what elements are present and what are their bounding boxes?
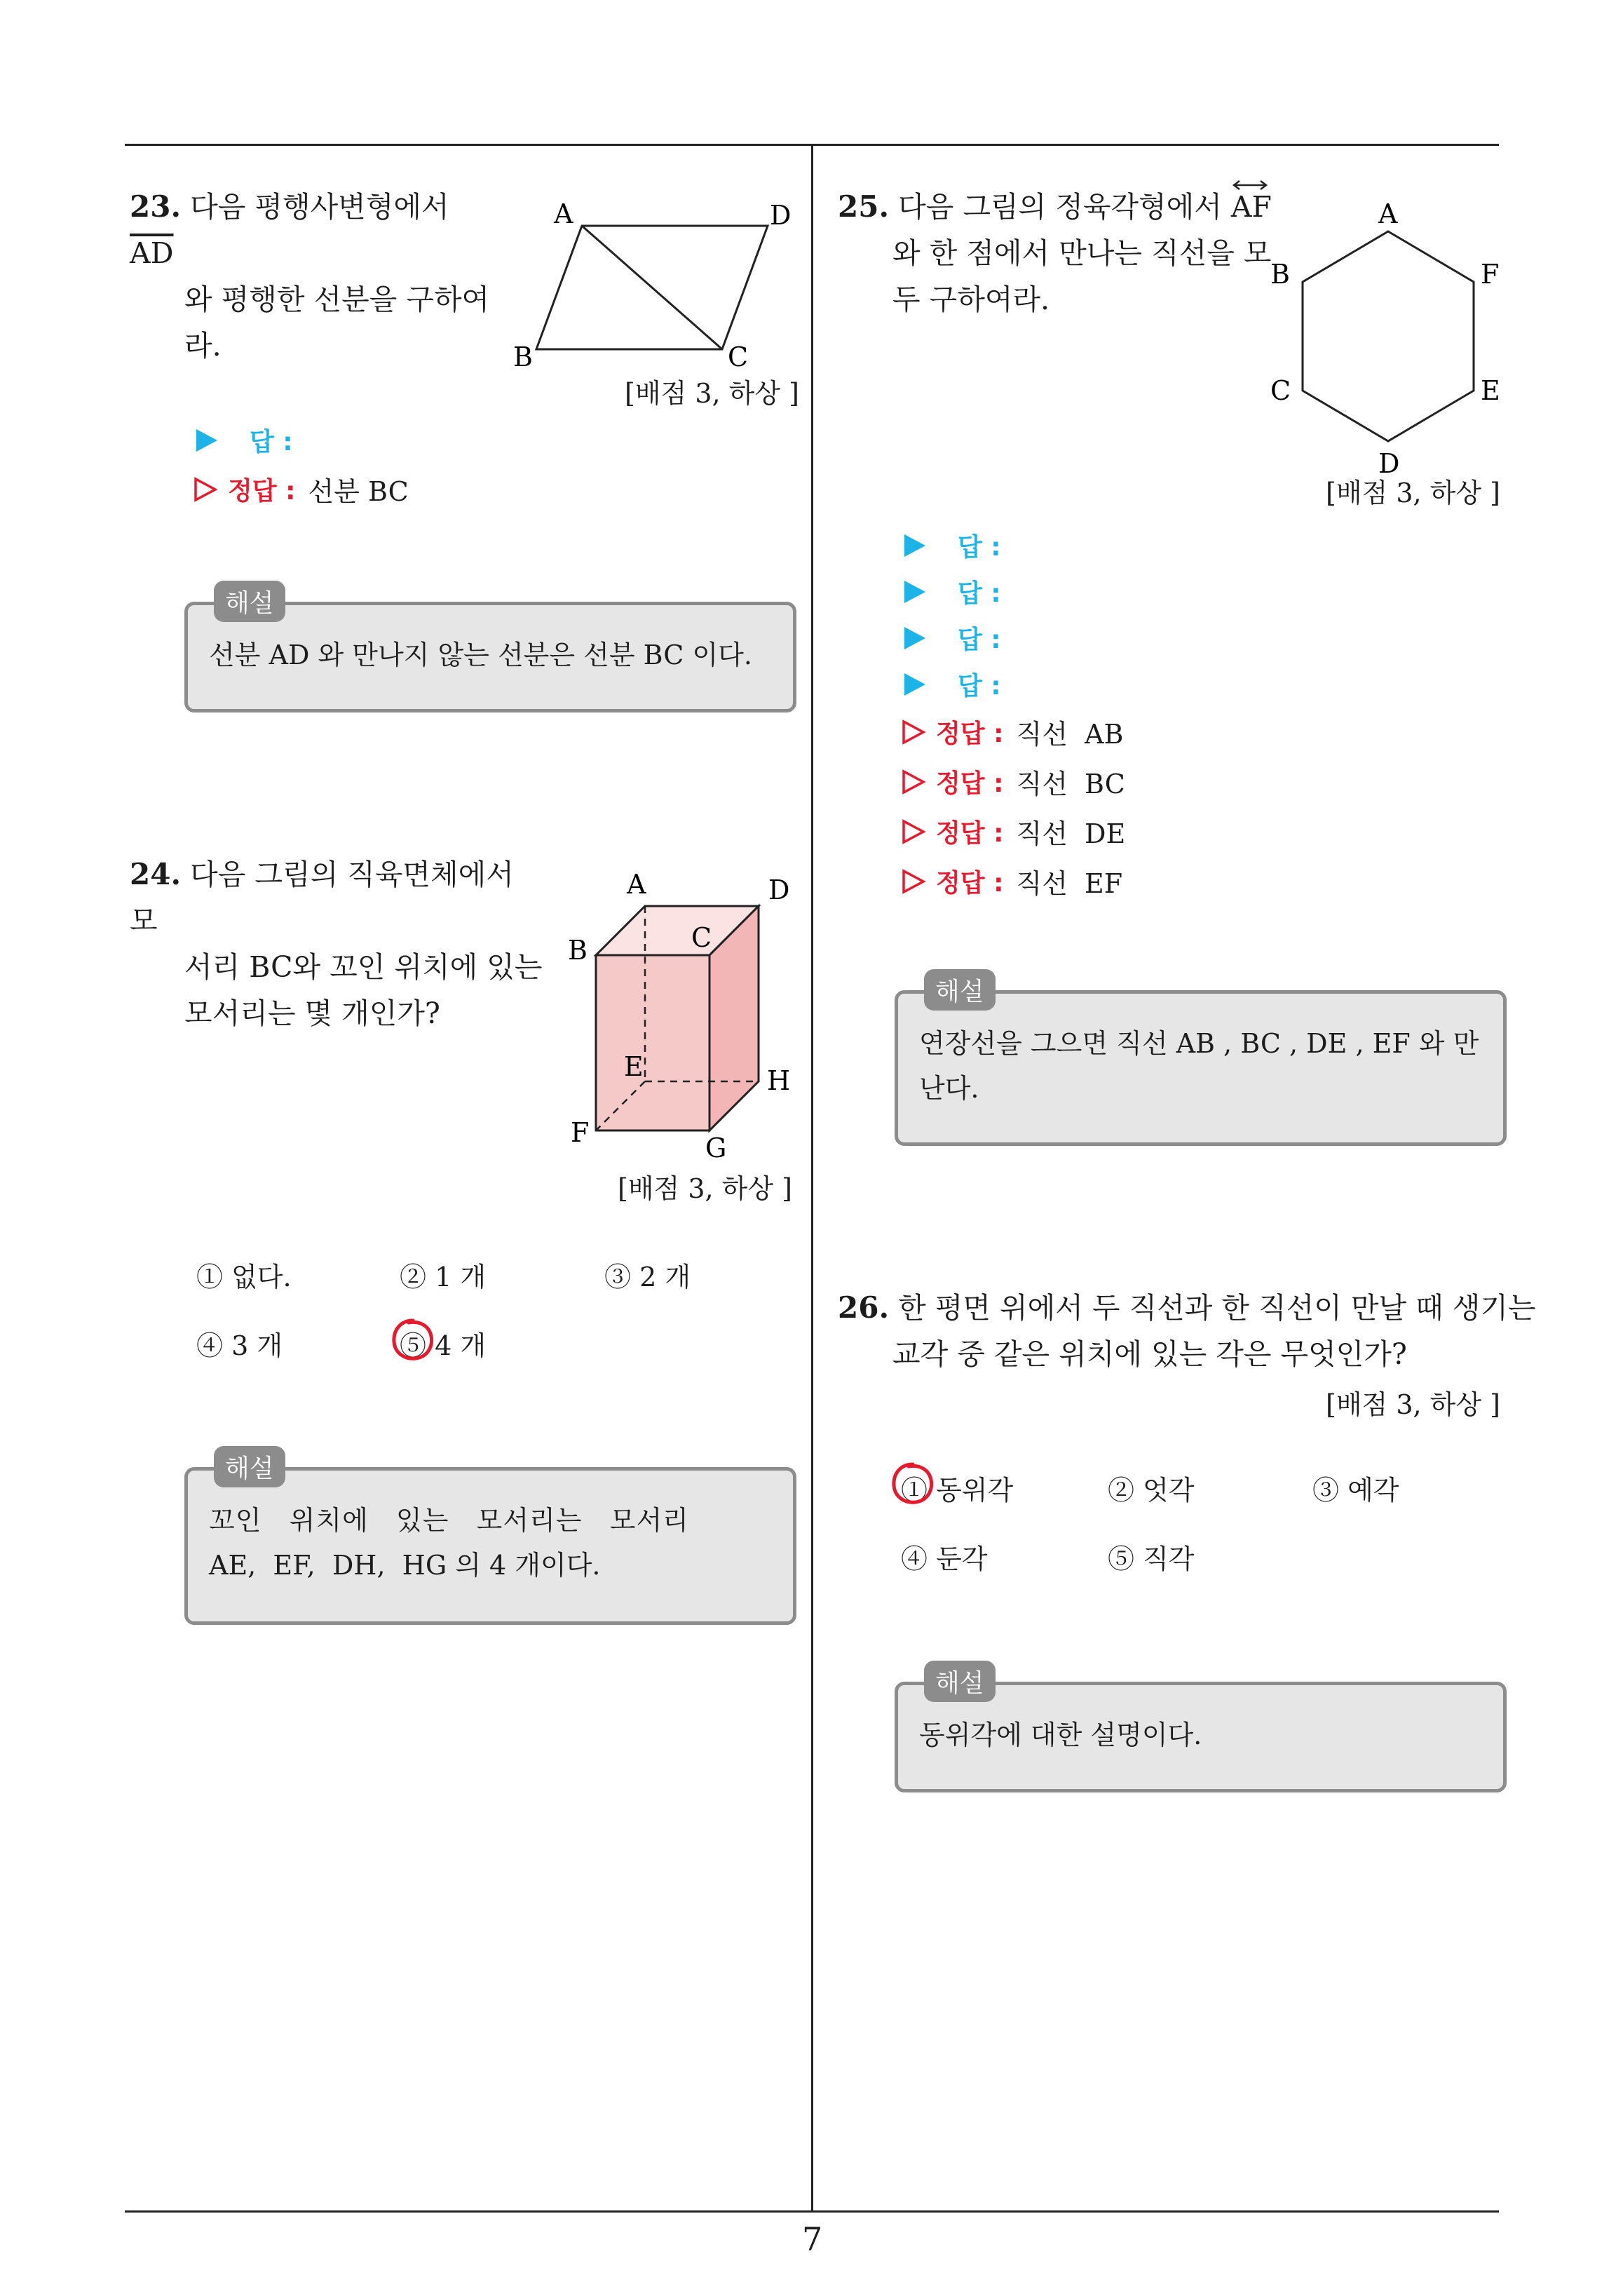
- q25-label-C: C: [1270, 375, 1291, 406]
- q25-answer-label-1: 답 :: [958, 533, 1001, 562]
- q25-answer-row-2: [904, 574, 1001, 609]
- outline-triangle-icon: [901, 869, 926, 894]
- q25-explanation-box: [895, 990, 1507, 1146]
- play-icon: [904, 673, 925, 696]
- q23-answer-row: [196, 422, 293, 458]
- q25-line2: 와 한 점에서 만나는 직선을 모: [892, 236, 1272, 270]
- q24-selected-mark-icon: [388, 1315, 438, 1365]
- page-number: 7: [802, 2220, 823, 2258]
- column-divider: [811, 144, 813, 2213]
- q25-label-D: D: [1378, 448, 1400, 478]
- q24-label-F: F: [571, 1117, 590, 1148]
- q24-explanation-line1: 꼬인 위치에 있는 모서리는 모서리: [209, 1505, 689, 1536]
- q25-line3: 두 구하여라.: [892, 283, 1050, 316]
- play-icon: [196, 429, 217, 452]
- q24-line3: 모서리는 몇 개인가?: [184, 997, 440, 1030]
- q24-line2: 서리 BC와 꼬인 위치에 있는: [184, 950, 543, 984]
- q25-correct-row-1: [901, 713, 1123, 751]
- q25-correct-label-4: 정답 :: [936, 869, 1004, 898]
- q25-explanation-tag: 해설: [924, 969, 996, 1011]
- q25-hexagon-figure: [1262, 198, 1514, 478]
- q25-correct-row-4: [901, 862, 1122, 900]
- q23-label-A: A: [554, 198, 573, 229]
- q26-score: [배점 3, 하상 ]: [1326, 1389, 1500, 1420]
- q25-correct-label-1: 정답 :: [936, 720, 1004, 748]
- outline-triangle-icon: [901, 819, 926, 844]
- q24-explanation-tag: 해설: [214, 1446, 285, 1487]
- q24-label-E: E: [624, 1051, 644, 1082]
- q24-label-A: A: [627, 869, 646, 900]
- q24-label-H: H: [767, 1065, 791, 1096]
- q25-answer-row-3: [904, 620, 1001, 656]
- q24-choice-4[interactable]: ④ 3 개: [196, 1330, 283, 1361]
- q25-correct-row-2: [901, 762, 1125, 801]
- q24-choice-1[interactable]: ① 없다.: [196, 1262, 292, 1292]
- q26-question: [838, 1285, 1536, 1377]
- q25-label-A: A: [1378, 198, 1398, 229]
- q24-score: [배점 3, 하상 ]: [618, 1173, 792, 1204]
- q25-line1: 다음 그림의 정육각형에서: [898, 190, 1222, 224]
- q24-cuboid-figure: [554, 864, 813, 1166]
- q25-score: [배점 3, 하상 ]: [1326, 478, 1500, 508]
- q25-answer-row-4: [904, 666, 1001, 702]
- q25-answer-row-1: [904, 527, 1001, 563]
- q23-segment: $\overline{AD}$: [130, 236, 174, 270]
- q23-parallelogram-figure: [505, 189, 799, 379]
- q24-choice-2[interactable]: ② 1 개: [400, 1262, 487, 1292]
- q23-answer-label: 답 :: [250, 428, 293, 457]
- q25-correct-label-3: 정답 :: [936, 819, 1004, 848]
- q24-choice-5[interactable]: ⑤ 4 개: [400, 1330, 487, 1361]
- outline-triangle-icon: [901, 769, 926, 795]
- q24-number: 24.: [130, 857, 182, 891]
- q24-question: [130, 851, 550, 1036]
- q25-correct-answer-1: 직선 AB: [1016, 719, 1124, 750]
- q23-explanation-tag: 해설: [214, 581, 285, 622]
- play-icon: [904, 581, 925, 603]
- q25-answer-label-4: 답 :: [958, 672, 1001, 701]
- q25-correct-answer-4: 직선 EF: [1016, 868, 1123, 899]
- q26-selected-mark-icon: [888, 1459, 938, 1509]
- q24-choice-3[interactable]: ③ 2 개: [604, 1262, 691, 1292]
- q23-label-C: C: [728, 342, 749, 372]
- q26-line2: 교각 중 같은 위치에 있는 각은 무엇인가?: [892, 1337, 1407, 1371]
- q24-label-B: B: [568, 935, 588, 966]
- q25-correct-label-2: 정답 :: [936, 769, 1004, 798]
- q25-explanation-line1: 연장선을 그으면 직선 AB , BC , DE , EF 와 만: [919, 1028, 1479, 1059]
- outline-triangle-icon: [193, 477, 218, 502]
- q23-number: 23.: [130, 189, 182, 224]
- q24-label-C: C: [691, 922, 712, 953]
- q23-line1: 다음 평행사변형에서: [190, 190, 449, 224]
- q26-number: 26.: [838, 1290, 890, 1325]
- play-icon: [904, 627, 925, 649]
- q25-line-symbol: AF: [1230, 190, 1272, 224]
- q25-number: 25.: [838, 189, 890, 224]
- q23-score: [배점 3, 하상 ]: [625, 378, 799, 409]
- bottom-rule: [125, 2210, 1499, 2213]
- play-icon: [904, 534, 925, 557]
- q25-label-F: F: [1481, 259, 1500, 290]
- q25-answer-label-3: 답 :: [958, 626, 1001, 654]
- q26-choice-5[interactable]: ⑤ 직각: [1108, 1544, 1195, 1574]
- q25-label-E: E: [1481, 375, 1500, 406]
- q23-label-B: B: [513, 342, 533, 372]
- q26-line1: 한 평면 위에서 두 직선과 한 직선이 만날 때 생기는: [898, 1291, 1536, 1325]
- q23-line3: 라.: [184, 329, 222, 363]
- q23-correct-label: 정답 :: [228, 477, 296, 506]
- q26-explanation-tag: 해설: [924, 1661, 996, 1702]
- q25-question: [838, 184, 1272, 323]
- q25-explanation-line2: 난다.: [919, 1073, 979, 1104]
- q23-correct-answer: 선분 BC: [308, 476, 409, 507]
- q26-choice-2[interactable]: ② 엇각: [1108, 1475, 1195, 1506]
- q25-answer-label-2: 답 :: [958, 579, 1001, 608]
- double-arrow-icon: [1231, 180, 1269, 191]
- q26-choice-3[interactable]: ③ 예각: [1312, 1475, 1399, 1506]
- q25-correct-answer-2: 직선 BC: [1016, 769, 1125, 799]
- q23-question: [130, 184, 494, 369]
- q25-correct-row-3: [901, 812, 1125, 851]
- q25-label-B: B: [1270, 259, 1290, 290]
- q24-label-G: G: [705, 1133, 727, 1163]
- q23-explanation-text: 선분 AD 와 만나지 않는 선분은 선분 BC 이다.: [209, 640, 752, 670]
- q24-line1: 다음 그림의 직육면체에서 모: [130, 858, 514, 938]
- q24-label-D: D: [768, 874, 790, 905]
- q25-correct-answer-3: 직선 DE: [1016, 818, 1126, 849]
- q23-line2: 와 평행한 선분을 구하여: [184, 283, 490, 316]
- q23-label-D: D: [770, 200, 792, 231]
- q26-choice-1[interactable]: ① 동위각: [901, 1475, 1014, 1506]
- q24-explanation-line2: AE, EF, DH, HG 의 4 개이다.: [209, 1550, 601, 1581]
- q23-correct-row: [193, 470, 409, 508]
- outline-triangle-icon: [901, 720, 926, 745]
- q26-choice-4[interactable]: ④ 둔각: [901, 1544, 988, 1574]
- q26-explanation-text: 동위각에 대한 설명이다.: [919, 1720, 1202, 1750]
